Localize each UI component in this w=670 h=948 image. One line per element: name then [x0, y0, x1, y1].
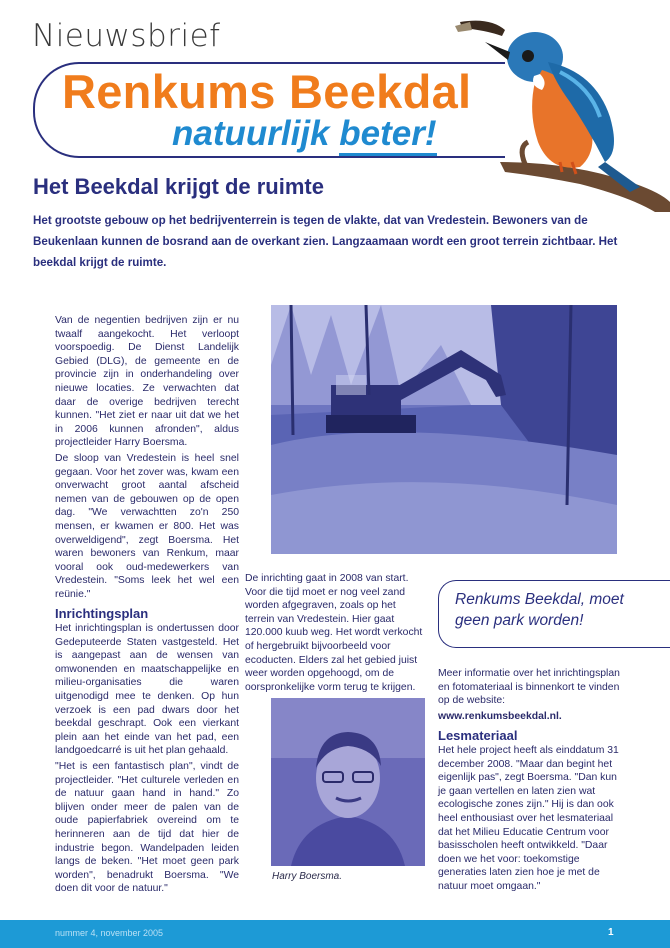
column-1: [55, 314, 239, 898]
col1-paragraph-3: Het inrichtingsplan is ondertussen door Gedeputeerde Staten vastgesteld. Het is aangepast aan de wensen van omwonenden en maatschappelijke en milieu-organisaties die waren uitgenodigd mee te denken. Op hun verzoek is een pad dwars door het beekdal geschrapt. Ook een vierkant plein aan het einde van het pad, een landgoedcarré is uit het plan gehaald.: [55, 623, 239, 757]
article-lead: Het grootste gebouw op het bedrijventerrein is tegen de vlakte, dat van Vredestein. Bewoners van de Beukenlaan kunnen de bosrand aan de overkant zien. Langzaamaan wordt een groot terrein zichtbaar. Het beekdal krijgt de ruimte.: [33, 214, 618, 269]
kingfisher-image: [430, 12, 670, 212]
portrait-photo: [271, 698, 425, 866]
pull-quote: Renkums Beekdal, moet geen park worden!: [455, 591, 624, 629]
page-number: 1: [608, 927, 614, 938]
newsletter-label: Nieuwsbrief: [32, 18, 221, 54]
website-link[interactable]: www.renkumsbeekdal.nl.: [438, 710, 562, 722]
issue-info: nummer 4, november 2005: [55, 928, 164, 938]
col3-paragraph-1: Meer informatie over het inrichtingsplan en fotomateriaal is binnenkort te vinden op de website:: [438, 668, 620, 707]
masthead-subtitle: [172, 114, 437, 154]
column-2: [245, 572, 425, 696]
masthead-title: Renkums Beekdal: [62, 65, 472, 118]
col1-paragraph-4: "Het is een fantastisch plan", vindt de projectleider. "Het culturele verleden en de natuur gaan hand in hand." Zo blijven onder meer de palen van de oude papierfabriek overeind om te herinneren aan de tijd dat hier de industrie begon. Wandelpaden leiden langs de beken. "Het moet geen park worden", benadrukt Boersma. "We doen dit voor de natuur.": [55, 761, 239, 895]
excavator-photo: [271, 305, 617, 554]
col3-heading: Lesmateriaal: [438, 728, 518, 744]
subtitle-part1: natuurlijk: [172, 114, 340, 153]
col1-paragraph-2: De sloop van Vredestein is heel snel gegaan. Voor het zover was, kwam een onverwacht groot aantal afscheid nemen van de gebouwen op de open dag. "We verwachtten zo'n 250 mensen, er kwamen er 800. Het was overweldigend", zegt Boersma. Het waren bewoners van Renkum, maar vooral ook oud-medewerkers van Vredestein. "Soms leek het wel een reünie.": [55, 452, 239, 600]
col2-paragraph-1: De inrichting gaat in 2008 van start. Voor die tijd moet er nog veel zand worden afgegraven, zoals op het terrein van Vredestein. Hier gaat 120.000 kuub weg. Het wordt verkocht of hergebruikt bijvoorbeeld voor ecoducten. Elders zal het gebied juist weer worden opgehoogd, om de oorspronkelijke vorm terug te krijgen.: [245, 573, 423, 693]
subtitle-part2: beter!: [339, 114, 436, 156]
col1-heading: Inrichtingsplan: [55, 606, 149, 622]
column-3: [438, 667, 623, 896]
photo-caption: Harry Boersma.: [272, 871, 343, 882]
col3-paragraph-2: Het hele project heeft als einddatum 31 december 2008. "Maar dan begint het eigenlijk pas", zegt Boersma. "Dan kun je gaan vertellen en laten zien wat ecologische zones zijn." Hij is dan ook heel enthousiast over het lesmateriaal dat het Milieu Educatie Centrum voor basisscholen heeft ontwikkeld. "Daar doen we het voor: toekomstige generaties laten zien hoe je met de natuur moet omgaan.": [438, 744, 619, 892]
article-headline: Het Beekdal krijgt de ruimte: [33, 174, 324, 199]
col1-paragraph-1: Van de negentien bedrijven zijn er nu twaalf aangekocht. Het verloopt voorspoedig. De Dienst Landelijk Gebied (DLG), de gemeente en de provincie zijn in onderhandeling over nieuwe locaties. Ze verwachten dat daar de overige bedrijven terecht kunnen. "Het ziet er naar uit dat we het in 2006 kunnen afronden", aldus projectleider Harry Boersma.: [55, 315, 239, 449]
